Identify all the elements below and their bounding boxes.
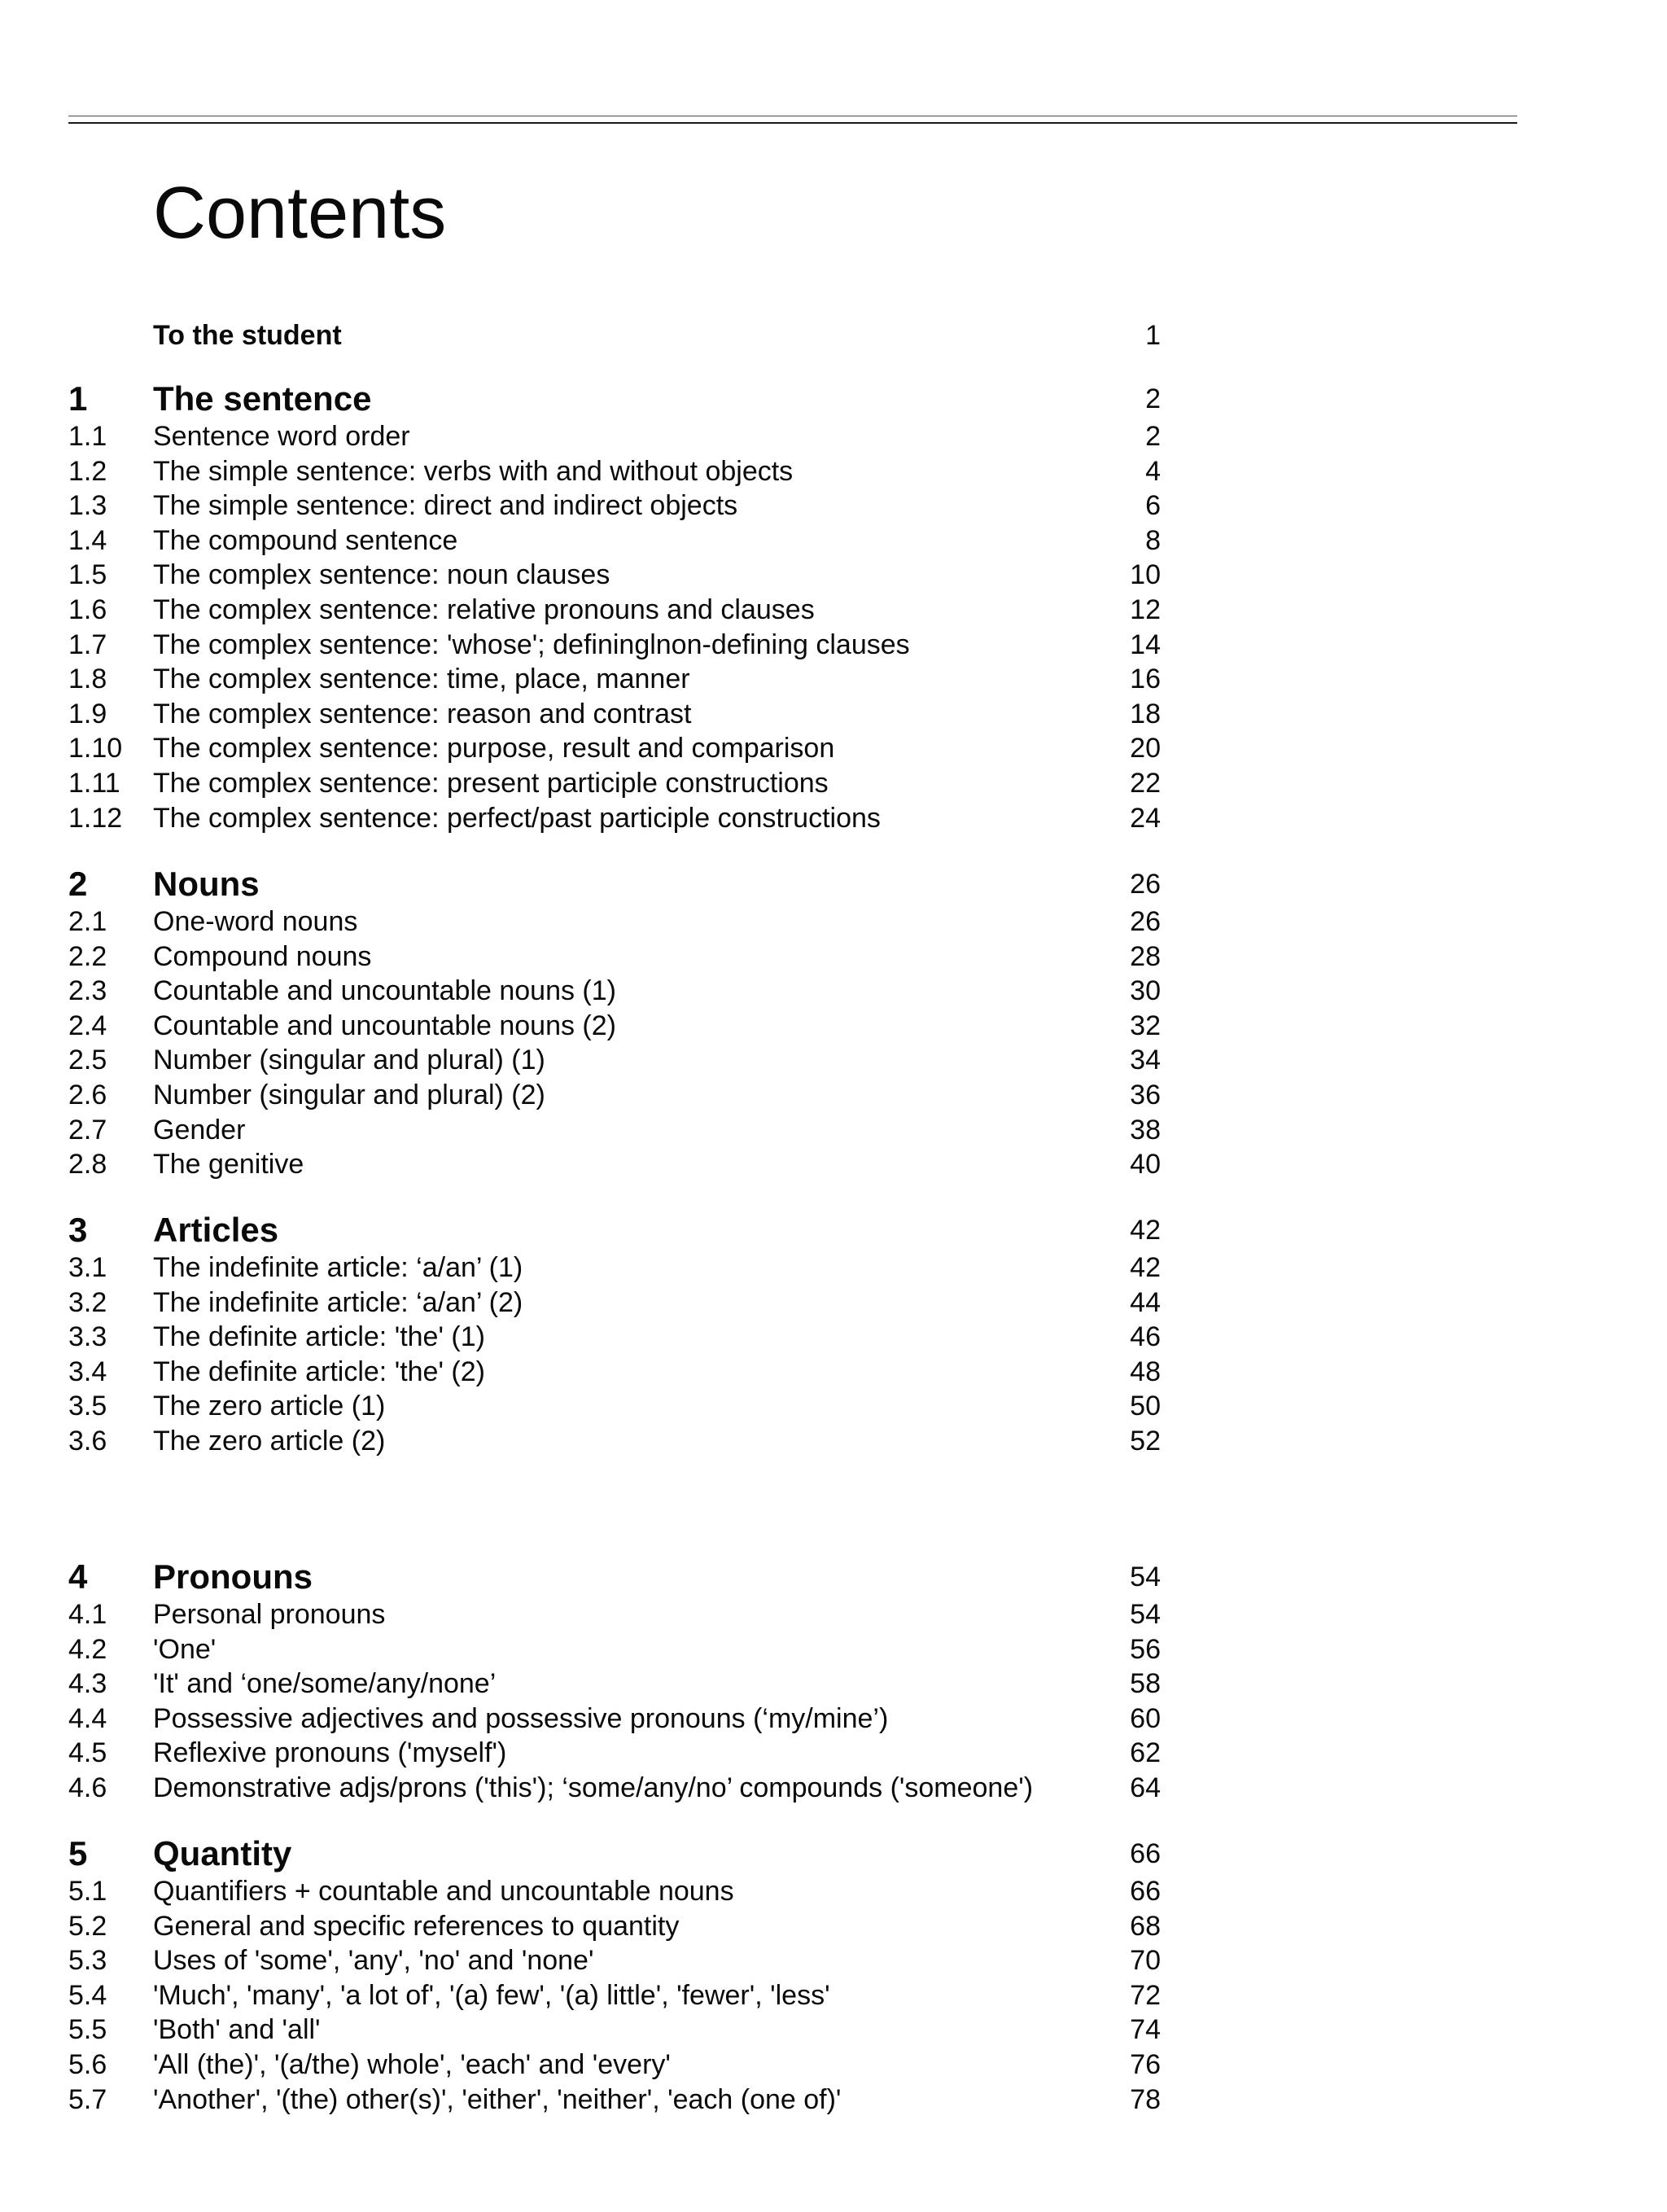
toc-section-page: 40 [1130,1149,1161,1180]
toc-section-title: The indefinite article: ‘a/an’ (1) [153,1252,523,1283]
toc-section-row[interactable] [68,1251,1161,1286]
toc-section-page: 52 [1130,1425,1161,1456]
toc-section-page: 66 [1130,1876,1161,1907]
toc-section-page: 16 [1130,664,1161,695]
toc-section-row[interactable] [68,2013,1161,2048]
toc-section-page: 50 [1130,1391,1161,1422]
toc-section-page: 36 [1130,1079,1161,1110]
toc-chapter-number: 1 [68,379,88,418]
toc-section-number: 5.5 [68,2014,107,2046]
toc-section-row[interactable] [68,1667,1161,1702]
toc-section-row[interactable] [68,1355,1161,1390]
toc-section-title: Countable and uncountable nouns (1) [153,975,616,1007]
toc-chapter-heading[interactable] [68,1557,1161,1597]
toc-section-number: 3.4 [68,1356,107,1387]
toc-section-number: 1.11 [68,767,120,799]
toc-section-number: 3.1 [68,1252,107,1283]
toc-section-number: 4.2 [68,1633,107,1665]
toc-section-title: The compound sentence [153,524,458,556]
toc-section-title: Uses of 'some', 'any', 'no' and 'none' [153,1945,594,1977]
toc-section-page: 48 [1130,1356,1161,1387]
toc-section-row[interactable] [68,1320,1161,1355]
toc-section-title: Sentence word order [153,421,410,452]
toc-section-page: 18 [1130,698,1161,729]
toc-section-title: The complex sentence: noun clauses [153,559,610,591]
toc-section-page: 70 [1130,1945,1161,1977]
toc-section-number: 2.5 [68,1045,107,1076]
toc-section-title: Countable and uncountable nouns (2) [153,1010,616,1041]
toc-section-title: The zero article (1) [153,1391,386,1422]
toc-section-title: 'It' and ‘one/some/any/none’ [153,1668,497,1700]
toc-section-number: 5.4 [68,1979,107,2011]
toc-section-title: 'Both' and 'all' [153,2014,321,2046]
toc-section-row[interactable] [68,1702,1161,1737]
toc-section-row[interactable] [68,1424,1161,1459]
toc-section-page: 14 [1130,629,1161,660]
toc-section-page: 20 [1130,733,1161,764]
toc-chapter-title: Articles [153,1211,279,1249]
toc-section-title: 'One' [153,1633,217,1665]
toc-section-number: 1.10 [68,733,123,764]
toc-section-row[interactable] [68,1043,1161,1078]
toc-section-page: 22 [1130,767,1161,799]
toc-section-number: 2.6 [68,1079,107,1110]
toc-section-row[interactable] [68,731,1161,766]
toc-section-page: 2 [1145,421,1161,452]
toc-section-page: 32 [1130,1010,1161,1041]
toc-chapter-title: Nouns [153,865,260,903]
toc-chapter-page: 42 [1130,1215,1161,1246]
toc-section-number: 1.9 [68,698,107,729]
toc-section-page: 78 [1130,2083,1161,2115]
toc-section-row[interactable] [68,697,1161,732]
toc-section-row[interactable] [68,1113,1161,1148]
toc-section-number: 2.8 [68,1149,107,1180]
toc-chapter-heading[interactable] [68,1210,1161,1251]
toc-section-title: 'Another', '(the) other(s)', 'either', 'neither', 'each (one of)' [153,2083,842,2115]
toc-section-row[interactable] [68,1943,1161,1978]
toc-section-page: 46 [1130,1321,1161,1353]
toc-section-number: 4.3 [68,1668,107,1700]
toc-section-row[interactable] [68,905,1161,940]
toc-section-row[interactable] [68,1389,1161,1424]
toc-section-page: 54 [1130,1599,1161,1630]
page-title: Contents [153,173,447,254]
toc-section-row[interactable] [68,1147,1161,1182]
toc-section-page: 72 [1130,1979,1161,2011]
toc-section-page: 64 [1130,1772,1161,1803]
toc-section-title: Gender [153,1114,246,1145]
toc-section-number: 3.6 [68,1425,107,1456]
toc-section-number: 1.7 [68,629,107,660]
toc-section-row[interactable] [68,628,1161,663]
toc-section-page: 24 [1130,802,1161,834]
toc-section-page: 6 [1145,490,1161,522]
toc-section-title: 'Much', 'many', 'a lot of', '(a) few', '(a) little', 'fewer', 'less' [153,1979,830,2011]
toc-section-number: 5.7 [68,2083,107,2115]
toc-chapter [68,1833,1161,2117]
toc-section-title: General and specific references to quantity [153,1910,680,1942]
toc-chapter-number: 4 [68,1557,88,1596]
toc-section-number: 1.12 [68,802,123,834]
toc-section-page: 38 [1130,1114,1161,1145]
toc-section-page: 4 [1145,455,1161,487]
toc-section-title: Quantifiers + countable and uncountable nouns [153,1876,734,1907]
toc-section-row[interactable] [68,593,1161,628]
toc-section-row[interactable] [68,766,1161,801]
toc-section-row[interactable] [68,662,1161,697]
toc-section-page: 68 [1130,1910,1161,1942]
toc-section-title: The complex sentence: present participle constructions [153,767,829,799]
toc-chapter [68,864,1161,1182]
toc-intro-row[interactable] [153,318,1161,353]
toc-section-title: The simple sentence: direct and indirect objects [153,490,738,522]
toc-chapter-heading[interactable] [68,864,1161,905]
toc-section-row[interactable] [68,1909,1161,1944]
toc-section-title: Demonstrative adjs/prons ('this'); ‘some/any/no’ compounds ('someone') [153,1772,1034,1803]
toc-section-number: 1.6 [68,594,107,625]
toc-section-row[interactable] [68,558,1161,593]
toc-section-row[interactable] [68,1874,1161,1909]
toc-section-page: 8 [1145,524,1161,556]
toc-section-row[interactable] [68,419,1161,454]
toc-section-row[interactable] [68,1009,1161,1044]
toc-section-title: Personal pronouns [153,1599,386,1630]
toc-section-title: The genitive [153,1149,304,1180]
toc-section-row[interactable] [68,974,1161,1009]
toc-section-page: 56 [1130,1633,1161,1665]
toc-section-page: 12 [1130,594,1161,625]
toc-section-page: 58 [1130,1668,1161,1700]
toc-section-number: 3.3 [68,1321,107,1353]
toc-section-page: 26 [1130,906,1161,937]
toc-section-page: 76 [1130,2048,1161,2080]
toc-section-title: The simple sentence: verbs with and without objects [153,455,794,487]
top-rule [68,122,1517,124]
toc-section-title: The definite article: 'the' (2) [153,1356,485,1387]
toc-section-title: Reflexive pronouns ('myself') [153,1737,507,1769]
toc-section-row[interactable] [68,1597,1161,1632]
toc-section-number: 2.7 [68,1114,107,1145]
toc-section-title: The complex sentence: 'whose'; defininglnon-defining clauses [153,629,910,660]
toc-section-number: 2.3 [68,975,107,1007]
toc-section-row[interactable] [68,1771,1161,1806]
toc-section-number: 4.6 [68,1772,107,1803]
toc-section-number: 5.6 [68,2048,107,2080]
toc-section-title: The complex sentence: reason and contrast [153,698,692,729]
toc-section-title: The complex sentence: time, place, manner [153,664,690,695]
toc-chapter-page: 66 [1130,1838,1161,1869]
toc-intro-label: To the student [153,320,342,351]
toc-chapter [68,379,1161,835]
toc-section-title: The indefinite article: ‘a/an’ (2) [153,1286,523,1318]
toc-section-row[interactable] [68,488,1161,523]
toc-chapter-number: 2 [68,865,88,903]
toc-section-number: 2.1 [68,906,107,937]
toc-section-title: Number (singular and plural) (1) [153,1045,545,1076]
toc-section-number: 1.8 [68,664,107,695]
toc-section-row[interactable] [68,2048,1161,2083]
toc-section-title: The complex sentence: purpose, result and comparison [153,733,835,764]
toc-section-title: Compound nouns [153,940,372,972]
toc-section-number: 5.1 [68,1876,107,1907]
toc-chapter-page: 2 [1145,383,1161,414]
toc-chapter-heading[interactable] [68,379,1161,419]
toc-section-title: The zero article (2) [153,1425,386,1456]
toc-chapter-page: 26 [1130,869,1161,900]
toc-section-page: 30 [1130,975,1161,1007]
toc-section-row[interactable] [68,1078,1161,1113]
toc-section-page: 62 [1130,1737,1161,1769]
toc-section-number: 5.3 [68,1945,107,1977]
toc-chapter [68,1210,1161,1459]
toc-section-row[interactable] [68,523,1161,558]
toc-section-title: The complex sentence: perfect/past participle constructions [153,802,881,834]
toc-section-number: 1.3 [68,490,107,522]
toc-section-page: 60 [1130,1702,1161,1734]
toc-section-page: 74 [1130,2014,1161,2046]
toc-section-row[interactable] [68,2083,1161,2118]
toc-section-row[interactable] [68,940,1161,975]
toc-section-page: 34 [1130,1045,1161,1076]
toc-section-number: 1.5 [68,559,107,591]
toc-section-title: One-word nouns [153,906,358,937]
toc-section-number: 3.2 [68,1286,107,1318]
toc-chapter-number: 3 [68,1211,88,1249]
toc-section-number: 1.1 [68,421,107,452]
toc-section-number: 2.2 [68,940,107,972]
toc-section-number: 4.4 [68,1702,107,1734]
toc-section-title: The complex sentence: relative pronouns and clauses [153,594,815,625]
toc-chapter-title: Quantity [153,1834,292,1873]
toc-chapter-number: 5 [68,1834,88,1873]
toc-section-number: 4.1 [68,1599,107,1630]
toc-section-row[interactable] [68,801,1161,836]
toc-section-row[interactable] [68,1736,1161,1771]
toc-chapter-heading[interactable] [68,1833,1161,1874]
toc-section-title: Number (singular and plural) (2) [153,1079,545,1110]
toc-section-row[interactable] [68,454,1161,489]
toc-chapter-title: The sentence [153,379,372,418]
toc-section-row[interactable] [68,1286,1161,1321]
toc-section-page: 28 [1130,940,1161,972]
toc-section-title: Possessive adjectives and possessive pronouns (‘my/mine’) [153,1702,889,1734]
toc-section-number: 4.5 [68,1737,107,1769]
toc-section-number: 1.2 [68,455,107,487]
toc-section-row[interactable] [68,1632,1161,1667]
toc-section-page: 10 [1130,559,1161,591]
toc-section-page: 42 [1130,1252,1161,1283]
toc-intro-page: 1 [1145,320,1161,351]
toc-section-title: 'All (the)', '(a/the) whole', 'each' and 'every' [153,2048,671,2080]
toc-section-number: 1.4 [68,524,107,556]
toc-section-page: 44 [1130,1286,1161,1318]
toc-chapter [68,1557,1161,1806]
toc-chapter-title: Pronouns [153,1557,313,1596]
toc-chapter-page: 54 [1130,1562,1161,1592]
toc-section-row[interactable] [68,1978,1161,2013]
toc-section-title: The definite article: 'the' (1) [153,1321,485,1353]
toc-section-number: 2.4 [68,1010,107,1041]
toc-section-number: 5.2 [68,1910,107,1942]
toc-section-number: 3.5 [68,1391,107,1422]
